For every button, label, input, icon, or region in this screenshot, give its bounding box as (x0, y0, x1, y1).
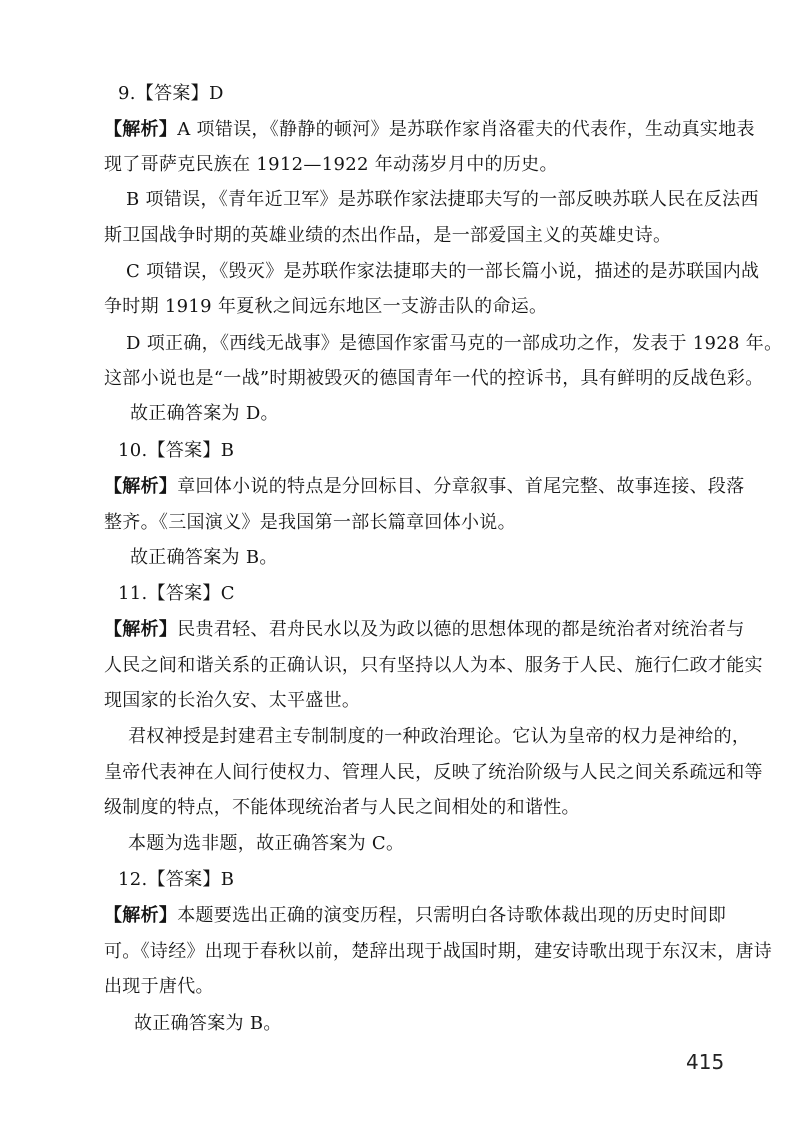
text-line: 现了哥萨克民族在 1912—1922 年动荡岁月中的历史。 (104, 154, 558, 175)
answer-label-q9: 9.【答案】D (118, 83, 224, 104)
answer-label-q10: 10.【答案】B (118, 440, 235, 461)
analysis-tag: 【解析】 (104, 619, 178, 640)
text-line: D 项正确，《西线无战事》是德国作家雷马克的一部成功之作，发表于 1928 年。 (126, 333, 783, 354)
text-line: B 项错误，《青年近卫军》是苏联作家法捷耶夫写的一部反映苏联人民在反法西 (126, 189, 759, 210)
text-line: 人民之间和谐关系的正确认识，只有坚持以人为本、服务于人民、施行仁政才能实 (104, 655, 763, 676)
text-line: 皇帝代表神在人间行使权力、管理人民，反映了统治阶级与人民之间关系疏远和等 (104, 762, 763, 783)
text-line: C 项错误，《毁灭》是苏联作家法捷耶夫的一部长篇小说，描述的是苏联国内战 (126, 261, 760, 282)
answer-label-q11: 11.【答案】C (118, 583, 235, 604)
conclusion-line: 故正确答案为 B。 (134, 1013, 282, 1034)
text-line: 级制度的特点，不能体现统治者与人民之间相处的和谐性。 (104, 797, 580, 818)
conclusion-line: 故正确答案为 B。 (130, 547, 278, 568)
text-line: 整齐。《三国演义》是我国第一部长篇章回体小说。 (104, 512, 516, 533)
text-line: 君权神授是封建君主专制制度的一种政治理论。它认为皇帝的权力是神给的， (128, 726, 751, 747)
text-line: 斯卫国战争时期的英雄业绩的杰出作品，是一部爱国主义的英雄史诗。 (104, 225, 672, 246)
text-line: 出现于唐代。 (104, 976, 214, 997)
conclusion-line: 故正确答案为 D。 (130, 403, 279, 424)
analysis-tag: 【解析】 (104, 905, 178, 926)
answer-label-q12: 12.【答案】B (118, 869, 235, 890)
analysis-line (104, 475, 745, 499)
analysis-line (104, 618, 745, 642)
text-line: 可。《诗经》出现于春秋以前，楚辞出现于战国时期，建安诗歌出现于东汉末，唐诗 (104, 941, 773, 962)
page-number: 415 (686, 1050, 725, 1074)
conclusion-line: 本题为选非题，故正确答案为 C。 (128, 833, 405, 854)
analysis-text: 章回体小说的特点是分回标目、分章叙事、首尾完整、故事连接、段落 (177, 476, 745, 497)
analysis-text: 民贵君轻、君舟民水以及为政以德的思想体现的都是统治者对统治者与 (177, 619, 745, 640)
text-line: 争时期 1919 年夏秋之间远东地区一支游击队的命运。 (104, 296, 548, 317)
analysis-text: A 项错误，《静静的顿河》是苏联作家肖洛霍夫的代表作，生动真实地表 (177, 119, 755, 140)
text-line: 现国家的长治久安、太平盛世。 (104, 690, 361, 711)
analysis-line (104, 118, 755, 142)
analysis-tag: 【解析】 (104, 119, 178, 140)
analysis-line (104, 904, 726, 928)
analysis-tag: 【解析】 (104, 476, 178, 497)
analysis-text: 本题要选出正确的演变历程，只需明白各诗歌体裁出现的历史时间即 (177, 905, 727, 926)
text-line: 这部小说也是“一战”时期被毁灭的德国青年一代的控诉书，具有鲜明的反战色彩。 (104, 368, 764, 389)
